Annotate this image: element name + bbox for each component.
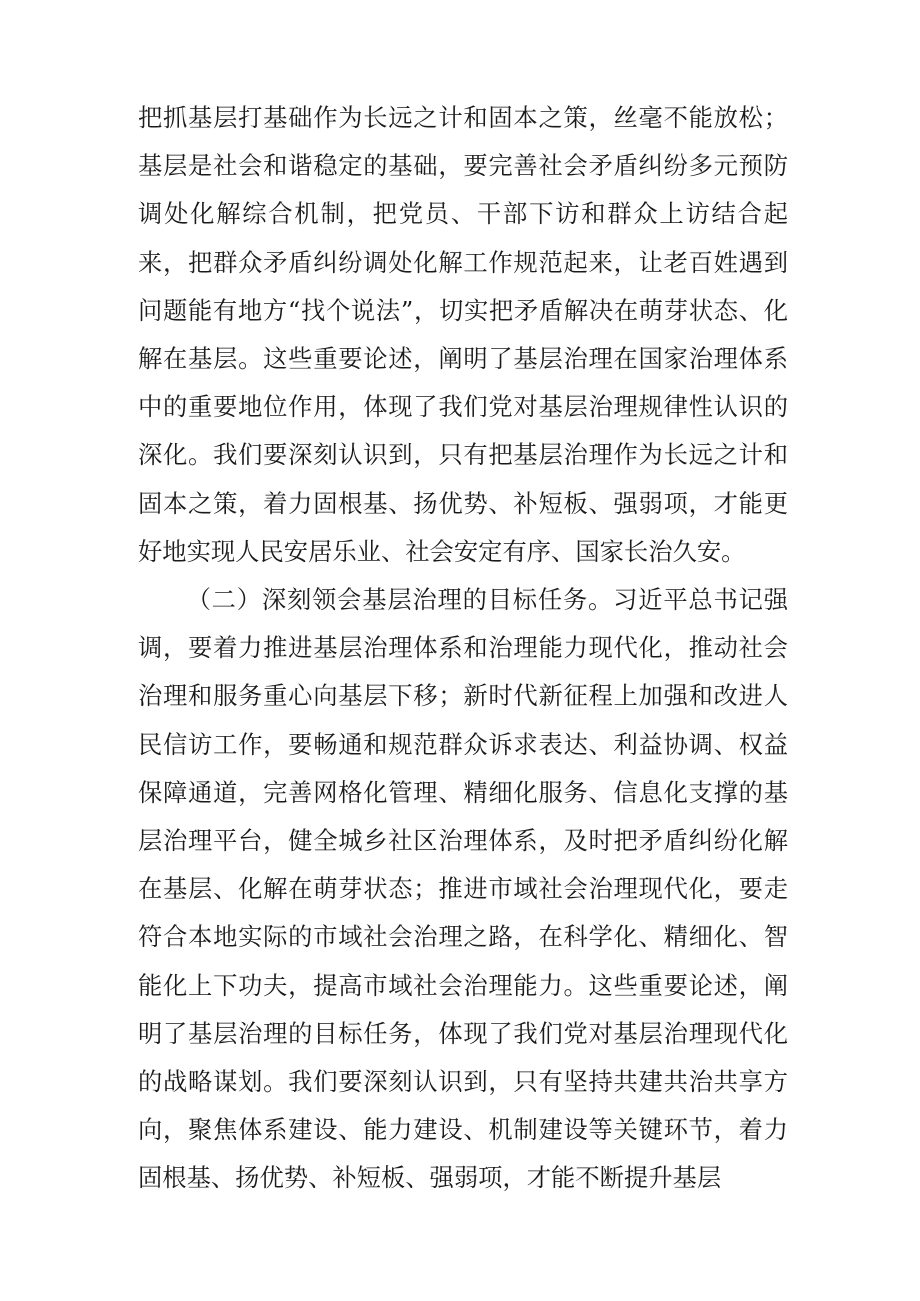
paragraph-continued: 把抓基层打基础作为长远之计和固本之策，丝毫不能放松；基层是社会和谐稳定的基础，要完善社会矛盾纠纷多元预防调处化解综合机制，把党员、干部下访和群众上访结合起来，把群众矛盾纠纷调处化解工作规范起来，让老百姓遇到问题能有地方“找个说法”，切实把矛盾解决在萌芽状态、化解在基层。这些重要论述，阐明了基层治理在国家治理体系中的重要地位作用，体现了我们党对基层治理规律性认识的深化。我们要深刻认识到，只有把基层治理作为长远之计和固本之策，着力固根基、扬优势、补短板、强弱项，才能更好地实现人民安居乐业、社会安定有序、国家长治久安。 [138,103,788,566]
document-page [138,94,788,1203]
paragraph-section-2: （二）深刻领会基层治理的目标任务。习近平总书记强调，要着力推进基层治理体系和治理能力现代化，推动社会治理和服务重心向基层下移；新时代新征程上加强和改进人民信访工作，要畅通和规范群众诉求表达、利益协调、权益保障通道，完善网格化管理、精细化服务、信息化支撑的基层治理平台，健全城乡社区治理体系，及时把矛盾纠纷化解在基层、化解在萌芽状态；推进市域社会治理现代化，要走符合本地实际的市域社会治理之路，在科学化、精细化、智能化上下功夫，提高市域社会治理能力。这些重要论述，阐明了基层治理的目标任务，体现了我们党对基层治理现代化的战略谋划。我们要深刻认识到，只有坚持共建共治共享方向，聚焦体系建设、能力建设、机制建设等关键环节，着力固根基、扬优势、补短板、强弱项，才能不断提升基层 [138,585,788,1193]
